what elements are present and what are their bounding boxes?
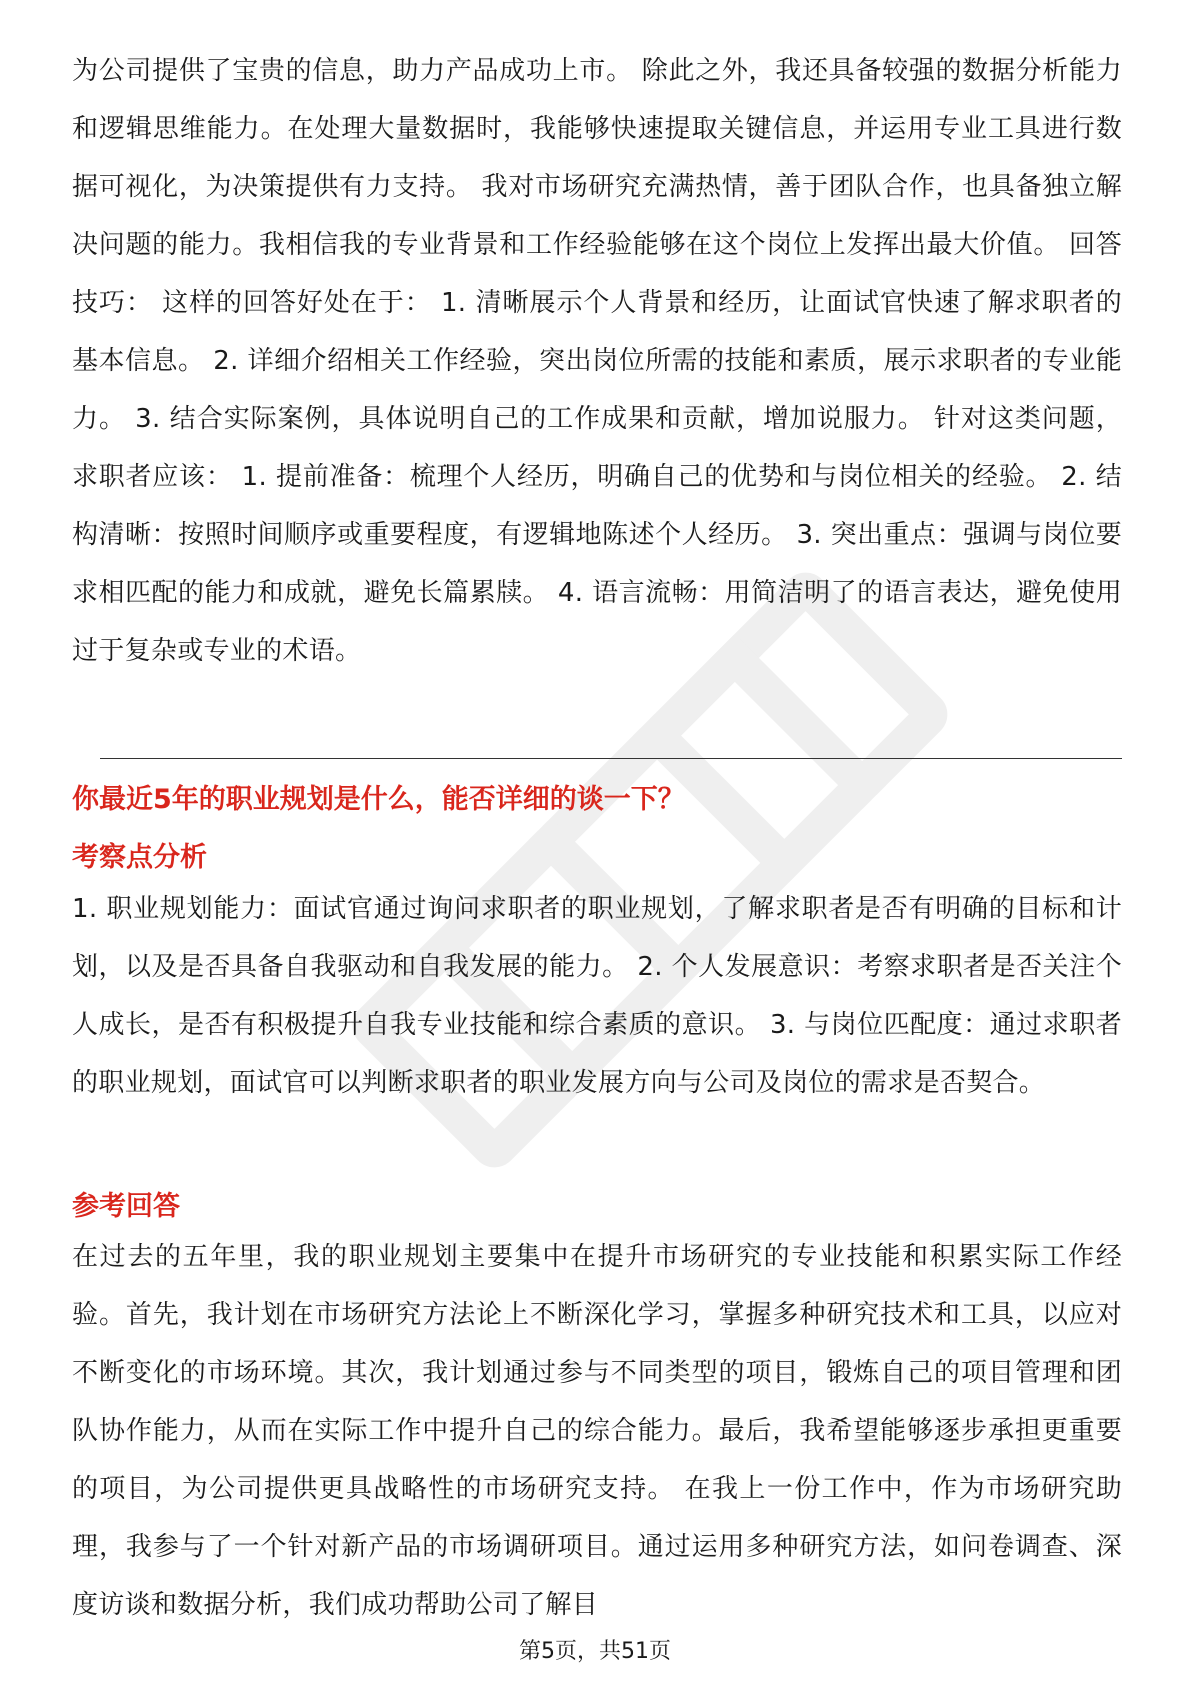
page-number: 第5页，共51页 (519, 1639, 671, 1664)
intro-paragraph: 为公司提供了宝贵的信息，助力产品成功上市。 除此之外，我还具备较强的数据分析能力和逻辑思维能力。在处理大量数据时，我能够快速提取关键信息，并运用专业工具进行数据可视化，为决策提供有力支持。 我对市场研究充满热情，善于团队合作，也具备独立解决问题的能力。我相信我的专业背景和工作经验能够在这个岗位上发挥出最大价值。 回答技巧： 这样的回答好处在于： 1. 清晰展示个人背景和经历，让面试官快速了解求职者的基本信息。 2. 详细介绍相关工作经验，突出岗位所需的技能和素质，展示求职者的专业能力。 3. 结合实际案例，具体说明自己的工作成果和贡献，增加说服力。 针对这类问题，求职者应该： 1. 提前准备：梳理个人经历，明确自己的优势和与岗位相关的经验。 2. 结构清晰：按照时间顺序或重要程度，有逻辑地陈述个人经历。 3. 突出重点：强调与岗位要求相匹配的能力和成就，避免长篇累牍。 4. 语言流畅：用简洁明了的语言表达，避免使用过于复杂或专业的术语。 (72, 56, 1122, 666)
analysis-paragraph: 1. 职业规划能力：面试官通过询问求职者的职业规划，了解求职者是否有明确的目标和计划，以及是否具备自我驱动和自我发展的能力。 2. 个人发展意识：考察求职者是否关注个人成长，是否有积极提升自我专业技能和综合素质的意识。 3. 与岗位匹配度：通过求职者的职业规划，面试官可以判断求职者的职业发展方向与公司及岗位的需求是否契合。 (72, 894, 1122, 1098)
question-title: 你最近5年的职业规划是什么，能否详细的谈一下？ (72, 784, 685, 815)
analysis-heading: 考察点分析 (72, 842, 207, 873)
answer-paragraph: 在过去的五年里，我的职业规划主要集中在提升市场研究的专业技能和积累实际工作经验。首先，我计划在市场研究方法论上不断深化学习，掌握多种研究技术和工具，以应对不断变化的市场环境。其次，我计划通过参与不同类型的项目，锻炼自己的项目管理和团队协作能力，从而在实际工作中提升自己的综合能力。最后，我希望能够逐步承担更重要的项目，为公司提供更具战略性的市场研究支持。 在我上一份工作中，作为市场研究助理，我参与了一个针对新产品的市场调研项目。通过运用多种研究方法，如问卷调查、深度访谈和数据分析，我们成功帮助公司了解目 (72, 1242, 1122, 1620)
answer-heading: 参考回答 (72, 1191, 180, 1222)
section-divider (100, 758, 1122, 759)
